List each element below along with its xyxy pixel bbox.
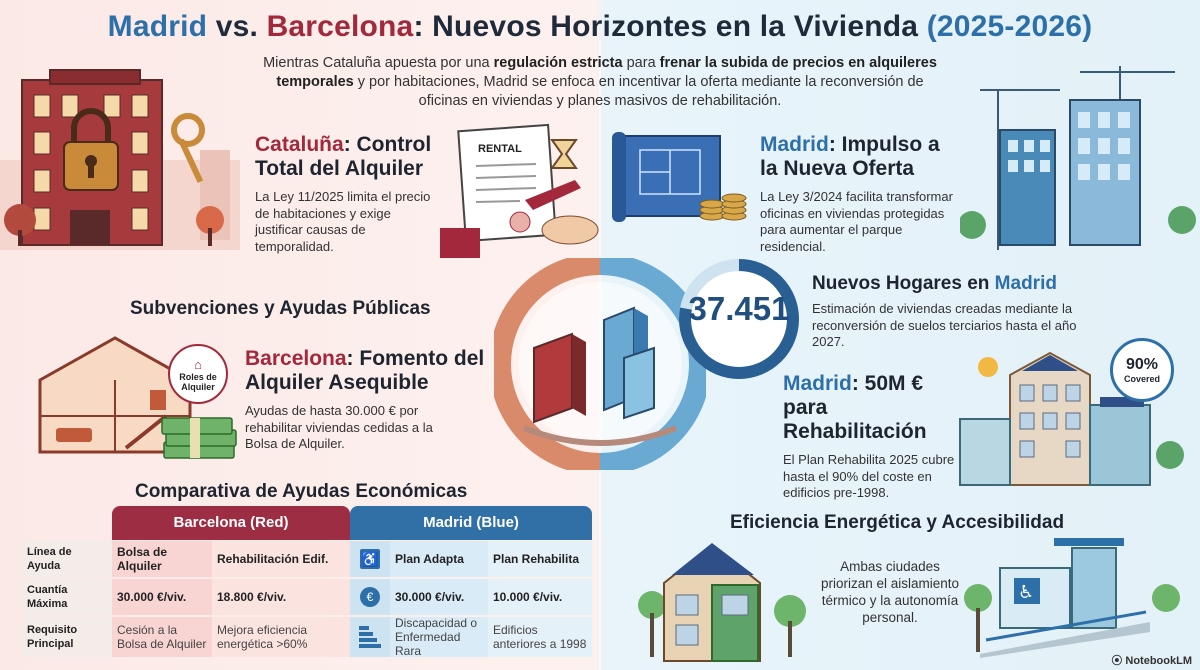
central-city-ring-illustration xyxy=(494,258,706,470)
blueprint-illustration xyxy=(612,132,747,227)
cell-mad-1: 30.000 €/viv. xyxy=(390,579,488,615)
locked-building-illustration xyxy=(0,60,240,250)
nuevos-hogares-region: Madrid xyxy=(994,273,1057,294)
cell-bcn-2: 18.800 €/viv. xyxy=(212,579,350,615)
table-row xyxy=(22,579,592,615)
barcelona-fomento-section xyxy=(245,347,485,453)
madrid-rehab-heading xyxy=(783,372,973,444)
cell-bcn-1: Cesión a la Bolsa de Alquiler xyxy=(112,617,212,657)
green-house-illustration xyxy=(632,535,812,665)
cell-bcn-1: Bolsa de Alquiler xyxy=(112,541,212,577)
row-label: Cuantía Máxima xyxy=(22,579,112,615)
wheelchair-icon: ♿ xyxy=(350,541,390,577)
cell-mad-1: Plan Adapta xyxy=(390,541,488,577)
coin-hand-icon: € xyxy=(350,579,390,615)
hogares-number: 37.451 xyxy=(688,290,790,327)
roles-badge-label: Roles de Alquiler xyxy=(179,371,217,392)
madrid-rehab-title: : 50M € para Rehabilitación xyxy=(783,372,927,443)
madrid-oferta-body: La Ley 3/2024 facilita transformar oficinas en viviendas protegidas para aumentar el parque residencial. xyxy=(760,189,953,254)
barcelona-fomento-heading xyxy=(245,347,485,395)
rental-contract-illustration xyxy=(440,120,600,260)
covered-badge xyxy=(1110,338,1174,402)
col-header-madrid: Madrid (Blue) xyxy=(350,506,592,540)
madrid-rehab-region: Madrid xyxy=(783,372,852,395)
madrid-oferta-section xyxy=(760,133,960,255)
intro-text-1: Mientras Cataluña apuesta por una xyxy=(263,55,494,71)
cell-bcn-1: 30.000 €/viv. xyxy=(112,579,212,615)
title-years: (2025-2026) xyxy=(926,10,1093,43)
intro-paragraph xyxy=(250,54,950,111)
eficiencia-heading: Eficiencia Energética y Accesibilidad xyxy=(730,512,1065,533)
intro-text-3: y por habitaciones, Madrid se enfoca en incentivar la oferta mediante la reconversión de oficinas en viviendas y planes masivos de rehabilitación. xyxy=(353,74,924,109)
comparison-table xyxy=(22,506,587,658)
skyscrapers-cranes-illustration xyxy=(960,60,1200,250)
rental-doc-label: RENTAL xyxy=(478,143,522,155)
row-label: Línea de Ayuda xyxy=(22,541,112,577)
barcelona-fomento-title: : Fomento del Alquiler Asequible xyxy=(245,347,485,394)
nuevos-hogares-body: Estimación de viviendas creadas mediante la reconversión de suelos terciarios hasta el año 2027. xyxy=(812,301,1077,349)
row-label: Requisito Principal xyxy=(22,617,112,657)
house-icon: ⌂ xyxy=(194,356,202,372)
barcelona-fomento-region: Barcelona xyxy=(245,347,347,370)
col-header-barcelona: Barcelona (Red) xyxy=(112,506,350,540)
cell-bcn-2: Rehabilitación Edif. xyxy=(212,541,350,577)
madrid-oferta-title: : Impulso a la Nueva Oferta xyxy=(760,133,940,180)
cell-mad-1: Discapacidad o Enfermedad Rara xyxy=(390,617,488,657)
cell-mad-2: 10.000 €/viv. xyxy=(488,579,592,615)
intro-bold-1: regulación estricta xyxy=(493,55,623,71)
cell-mad-2: Plan Rehabilita xyxy=(488,541,592,577)
title-madrid: Madrid xyxy=(107,10,208,43)
nuevos-hogares-heading xyxy=(812,273,1192,295)
cell-bcn-2: Mejora eficiencia energética >60% xyxy=(212,617,350,657)
accessibility-ramp-illustration xyxy=(960,528,1185,660)
title-barcelona: Barcelona xyxy=(266,10,414,43)
covered-badge-pct: 90% xyxy=(1125,356,1159,373)
svg-text:♿: ♿ xyxy=(1018,582,1035,603)
madrid-oferta-heading xyxy=(760,133,960,181)
notebook-icon: ⦿ xyxy=(1111,655,1123,667)
page-title xyxy=(0,10,1200,44)
nuevos-hogares-title: Nuevos Hogares en xyxy=(812,273,995,294)
brand-label: NotebookLM xyxy=(1125,655,1192,667)
table-row xyxy=(22,541,592,577)
intro-text-2: para xyxy=(622,55,660,71)
cataluna-heading xyxy=(255,133,455,181)
comparativa-heading: Comparativa de Ayudas Económicas xyxy=(135,481,468,502)
madrid-rehab-section xyxy=(783,372,973,502)
energy-rating-icon xyxy=(350,617,390,657)
eficiencia-body: Ambas ciudades priorizan el aislamiento térmico y la autonomía personal. xyxy=(820,559,960,625)
intro-bold-2: frenar la subida de precios en alquileres temporales xyxy=(276,55,937,90)
title-rest: : Nuevos Horizontes en la Vivienda xyxy=(413,10,927,43)
cataluna-region: Cataluña xyxy=(255,133,344,156)
madrid-rehab-body: El Plan Rehabilita 2025 cubre hasta el 90% del coste en edificios pre-1998. xyxy=(783,452,955,500)
cataluna-title: : Control Total del Alquiler xyxy=(255,133,432,180)
roles-badge xyxy=(168,344,228,404)
table-row xyxy=(22,617,592,657)
title-vs: vs. xyxy=(207,10,267,43)
money-stack-icon xyxy=(160,408,240,463)
barcelona-fomento-body: Ayudas de hasta 30.000 € por rehabilitar viviendas cedidas a la Bolsa de Alquiler. xyxy=(245,403,433,451)
brand-logo xyxy=(1111,652,1192,668)
cataluna-section xyxy=(255,133,455,255)
madrid-oferta-region: Madrid xyxy=(760,133,829,156)
covered-badge-label: Covered xyxy=(1123,374,1160,384)
cell-mad-2: Edificios anteriores a 1998 xyxy=(488,617,592,657)
cataluna-body: La Ley 11/2025 limita el precio de habitaciones y exige justificar causas de temporalidad. xyxy=(255,189,431,254)
subvenciones-heading: Subvenciones y Ayudas Públicas xyxy=(130,298,431,319)
